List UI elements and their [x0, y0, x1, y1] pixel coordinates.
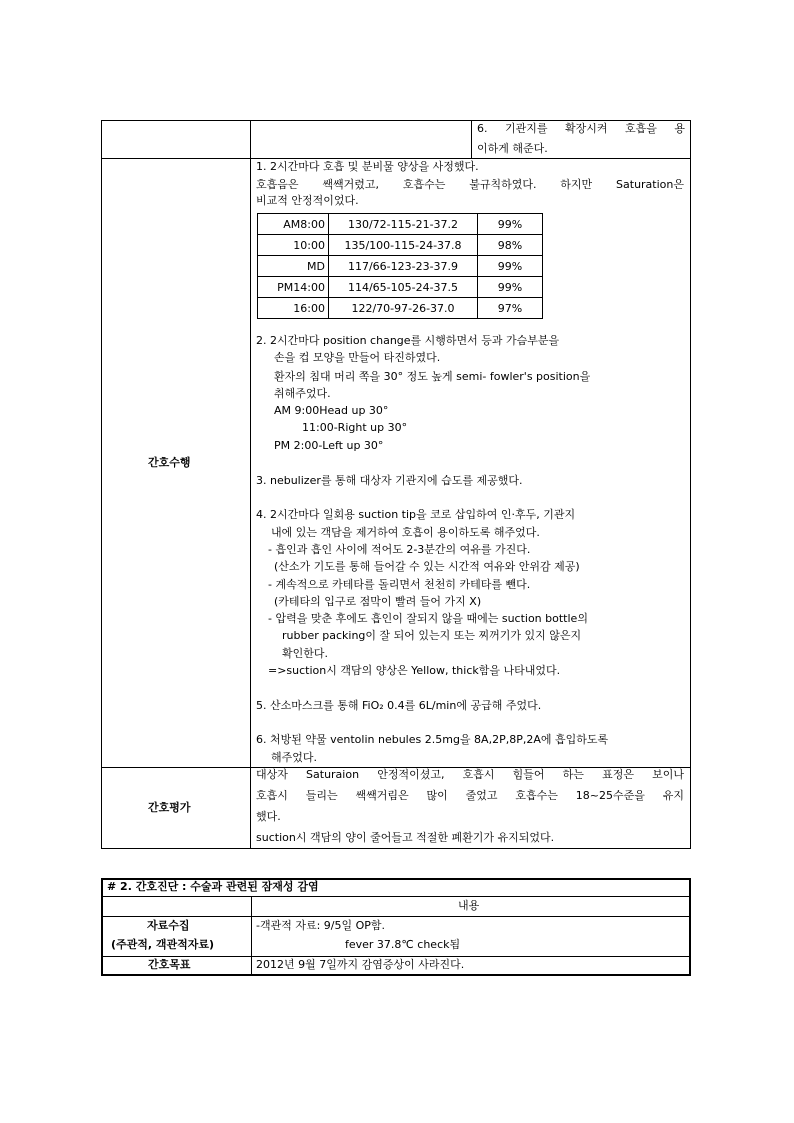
- goal-label: 간호목표: [148, 958, 191, 971]
- table1-subcolumn-divider: [471, 120, 472, 158]
- data-collection-label: 자료수집: [147, 919, 190, 932]
- vital-values: 114/65-105-24-37.5: [329, 277, 478, 298]
- vital-values: 122/70-97-26-37.0: [329, 298, 478, 319]
- table1-right-border: [690, 120, 691, 849]
- vital-values: 135/100-115-24-37.8: [329, 235, 478, 256]
- top-row-text-line1: 6. 기관지를 확장시켜 호흡을 용: [477, 122, 685, 135]
- vital-saturation: 97%: [478, 298, 543, 319]
- vital-signs-table: [257, 213, 543, 319]
- data-collection-sublabel: (주관적, 객관적자료): [111, 938, 215, 951]
- implementation-label: 간호수행: [148, 456, 191, 469]
- item6-line1: 6. 처방된 약물 ventolin nebules 2.5mg을 8A,2P,8P,2A에 흡입하도록: [256, 733, 609, 746]
- evaluation-line2: 호흡시 들리는 쌕쌕거림은 많이 줄었고 호흡수는 18~25수준을 유지: [256, 789, 684, 802]
- evaluation-line4: suction시 객담의 양이 줄어들고 적절한 폐환기가 유지되었다.: [256, 831, 555, 844]
- item2-line6: 11:00-Right up 30°: [302, 421, 408, 434]
- table2-bottom-border: [101, 974, 691, 976]
- table2-right-border: [689, 878, 691, 976]
- item5-line: 5. 산소마스크를 통해 FiO₂ 0.4를 6L/min에 공급해 주었다.: [256, 699, 542, 712]
- table1-bottom-border: [101, 848, 691, 849]
- table2-row-divider-2: [101, 916, 691, 917]
- vital-row: [258, 256, 543, 277]
- evaluation-line3: 했다.: [256, 810, 281, 823]
- table2-left-border: [101, 878, 103, 976]
- data-collection-value-line1: -객관적 자료: 9/5일 OP함.: [256, 919, 386, 932]
- item3-line: 3. nebulizer를 통해 대상자 기관지에 습도를 제공했다.: [256, 474, 523, 487]
- goal-value: 2012년 9월 7일까지 감염증상이 사라진다.: [256, 958, 465, 971]
- table2-column-divider: [251, 896, 252, 975]
- vital-saturation: 99%: [478, 256, 543, 277]
- top-row-text-line2: 이하게 해준다.: [477, 142, 548, 155]
- content-header: 내용: [458, 899, 480, 912]
- item2-line1: 2. 2시간마다 position change를 시행하면서 등과 가슴부분을: [256, 334, 560, 347]
- table2-row-divider-1: [101, 896, 691, 897]
- vital-row: [258, 298, 543, 319]
- vital-saturation: 98%: [478, 235, 543, 256]
- vital-saturation: 99%: [478, 277, 543, 298]
- item2-line3: 환자의 침대 머리 쪽을 30° 정도 높게 semi- fowler's position을: [274, 370, 591, 383]
- evaluation-label: 간호평가: [148, 801, 191, 814]
- item4-line5: - 계속적으로 카테타를 돌리면서 천천히 카테타를 뺀다.: [268, 578, 531, 591]
- item4-line4: (산소가 기도를 통해 들어갈 수 있는 시간적 여유와 안위감 제공): [274, 560, 580, 573]
- item4-line7: - 압력을 맞춘 후에도 흡인이 잘되지 않을 때에는 suction bottle의: [268, 612, 588, 625]
- item2-line2: 손을 컵 모양을 만들어 타진하였다.: [274, 351, 441, 364]
- item1-desc-line2: 비교적 안정적이었다.: [256, 194, 359, 207]
- vital-row: [258, 235, 543, 256]
- table1-column-divider: [250, 120, 251, 849]
- item2-line5: AM 9:00Head up 30°: [274, 404, 389, 417]
- item4-line6: (카테타의 입구로 점막이 빨려 들어 가지 X): [274, 595, 482, 608]
- item4-line10: =>suction시 객담의 양상은 Yellow, thick함을 나타내었다.: [268, 664, 561, 677]
- item4-line1: 4. 2시간마다 일회용 suction tip을 코로 삽입하여 인·후두, 기관지: [256, 508, 576, 521]
- vital-row: [258, 214, 543, 235]
- diagnosis-title: # 2. 간호진단 : 수술과 관련된 잠재성 감염: [107, 880, 319, 893]
- vital-row: [258, 277, 543, 298]
- vital-time: MD: [258, 256, 329, 277]
- vital-values: 117/66-123-23-37.9: [329, 256, 478, 277]
- item2-line4: 취해주었다.: [274, 387, 331, 400]
- item2-line7: PM 2:00-Left up 30°: [274, 439, 384, 452]
- item4-line9: 확인한다.: [282, 647, 329, 660]
- item4-line8: rubber packing이 잘 되어 있는지 또는 찌꺼기가 있지 않은지: [282, 629, 582, 642]
- item4-line2: 내에 있는 객담을 제거하여 호흡이 용이하도록 해주었다.: [271, 526, 540, 539]
- vital-time: 10:00: [258, 235, 329, 256]
- vital-time: 16:00: [258, 298, 329, 319]
- vital-time: PM14:00: [258, 277, 329, 298]
- vital-time: AM8:00: [258, 214, 329, 235]
- evaluation-line1: 대상자 Saturaion 안정적이셨고, 호흡시 힘들어 하는 표정은 보이나: [256, 768, 684, 781]
- item4-line3: - 흡인과 흡인 사이에 적어도 2-3분간의 여유를 가진다.: [268, 543, 531, 556]
- item1-desc-line1: 호흡음은 쌕쌕거렸고, 호흡수는 불규칙하였다. 하지만 Saturation은: [256, 178, 684, 191]
- item1-title: 1. 2시간마다 호흡 및 분비물 양상을 사정했다.: [256, 160, 479, 173]
- vital-saturation: 99%: [478, 214, 543, 235]
- vital-values: 130/72-115-21-37.2: [329, 214, 478, 235]
- item6-line2: 해주었다.: [271, 751, 318, 764]
- data-collection-value-line2: fever 37.8℃ check됨: [345, 938, 461, 951]
- table1-left-border: [101, 120, 102, 849]
